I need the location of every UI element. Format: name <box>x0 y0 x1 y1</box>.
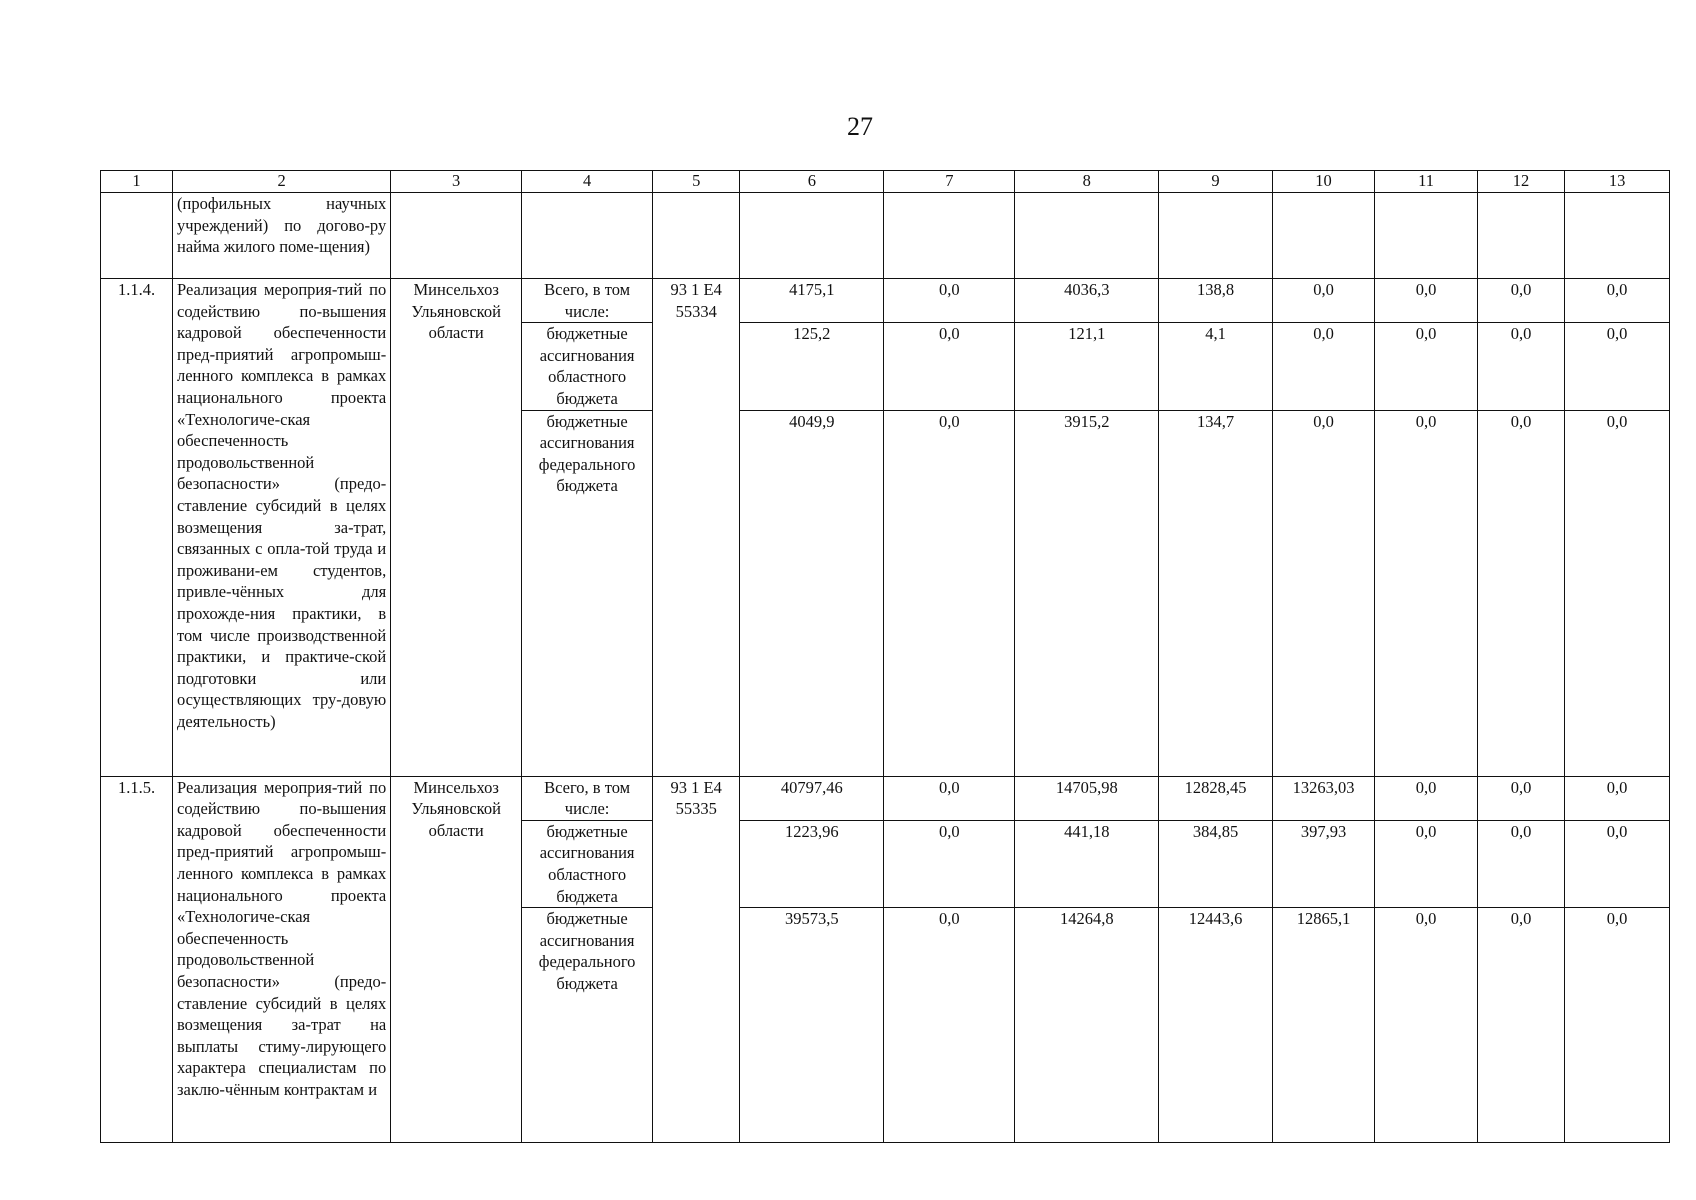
cell-value: 14264,8 <box>1015 908 1159 1143</box>
cell-value: 0,0 <box>884 820 1015 907</box>
cell-value: 12865,1 <box>1272 908 1375 1143</box>
source-label: Всего, в том числе: <box>522 776 653 820</box>
cell-value: 0,0 <box>1375 908 1478 1143</box>
cell-value: 384,85 <box>1159 820 1272 907</box>
source-label: бюджетные ассигнования областного бюджета <box>522 323 653 410</box>
cell-value: 0,0 <box>1565 776 1670 820</box>
cell-value: 0,0 <box>1375 323 1478 410</box>
budget-table <box>100 170 1670 1143</box>
cell-value: 134,7 <box>1159 410 1272 776</box>
cell-value: 0,0 <box>1565 908 1670 1143</box>
cell-value: 0,0 <box>884 323 1015 410</box>
source-label: Всего, в том числе: <box>522 279 653 323</box>
cell-value: 0,0 <box>884 776 1015 820</box>
cell-value: 0,0 <box>1477 820 1564 907</box>
cell-value: 0,0 <box>1375 776 1478 820</box>
cell-value: 0,0 <box>1477 776 1564 820</box>
cell-value: 0,0 <box>1565 410 1670 776</box>
cell-value: 0,0 <box>1565 323 1670 410</box>
row-code: 93 1 E4 55334 <box>653 279 740 777</box>
table-row <box>101 279 1670 323</box>
cell-value: 0,0 <box>1477 323 1564 410</box>
cell-value: 138,8 <box>1159 279 1272 323</box>
cell-value: 0,0 <box>1375 410 1478 776</box>
column-header: 6 <box>740 171 884 193</box>
row-number: 1.1.5. <box>101 776 173 1143</box>
cell-value: 12443,6 <box>1159 908 1272 1143</box>
cell-value: 0,0 <box>1272 323 1375 410</box>
column-header: 1 <box>101 171 173 193</box>
cell-value: 441,18 <box>1015 820 1159 907</box>
column-header: 8 <box>1015 171 1159 193</box>
continuation-text: (профильных научных учреждений) по догово-ру найма жилого поме-щения) <box>173 193 391 279</box>
cell-value: 13263,03 <box>1272 776 1375 820</box>
continuation-row <box>101 193 1670 279</box>
cell-value: 0,0 <box>884 279 1015 323</box>
column-header: 5 <box>653 171 740 193</box>
column-header: 7 <box>884 171 1015 193</box>
row-executor: Минсельхоз Ульяновской области <box>391 279 522 777</box>
cell-value: 0,0 <box>1477 410 1564 776</box>
page-number: 27 <box>847 112 873 141</box>
cell-value: 0,0 <box>1565 820 1670 907</box>
cell-value: 1223,96 <box>740 820 884 907</box>
cell-value: 0,0 <box>1272 410 1375 776</box>
row-code: 93 1 E4 55335 <box>653 776 740 1143</box>
column-header: 9 <box>1159 171 1272 193</box>
cell-value: 0,0 <box>1477 279 1564 323</box>
row-number: 1.1.4. <box>101 279 173 777</box>
row-executor: Минсельхоз Ульяновской области <box>391 776 522 1143</box>
row-description: Реализация мероприя-тий по содействию по-вышения кадровой обеспеченности пред-приятий агропромыш-ленного комплекса в рамках национального проекта «Технологиче-ская обеспеченность продовольственной безопасности» (предо-ставление субсидий в целях возмещения за-трат, связанных с опла-той труда и проживани-ем студентов, привле-чённых для прохожде-ния практики, в том числе производственной практики, и практиче-ской подготовки или осуществляющих тру-довую деятельность) <box>173 279 391 777</box>
column-header: 2 <box>173 171 391 193</box>
column-header: 10 <box>1272 171 1375 193</box>
source-label: бюджетные ассигнования областного бюджета <box>522 820 653 907</box>
cell-value: 3915,2 <box>1015 410 1159 776</box>
cell-value: 0,0 <box>1565 279 1670 323</box>
cell-value: 4,1 <box>1159 323 1272 410</box>
cell-value: 12828,45 <box>1159 776 1272 820</box>
cell-value: 0,0 <box>884 410 1015 776</box>
source-label: бюджетные ассигнования федерального бюджета <box>522 908 653 1143</box>
cell-value: 125,2 <box>740 323 884 410</box>
table-row <box>101 776 1670 820</box>
cell-value: 397,93 <box>1272 820 1375 907</box>
column-number-row <box>101 171 1670 193</box>
cell-value: 0,0 <box>1272 279 1375 323</box>
row-description: Реализация мероприя-тий по содействию по-вышения кадровой обеспеченности пред-приятий агропромыш-ленного комплекса в рамках национального проекта «Технологиче-ская обеспеченность продовольственной безопасности» (предо-ставление субсидий в целях возмещения за-трат на выплаты стиму-лирующего характера специалистам по заклю-чённым контрактам и <box>173 776 391 1143</box>
cell-value: 0,0 <box>1375 820 1478 907</box>
column-header: 3 <box>391 171 522 193</box>
cell-value: 121,1 <box>1015 323 1159 410</box>
cell-value: 0,0 <box>884 908 1015 1143</box>
column-header: 12 <box>1477 171 1564 193</box>
cell-value: 0,0 <box>1375 279 1478 323</box>
column-header: 13 <box>1565 171 1670 193</box>
column-header: 4 <box>522 171 653 193</box>
cell-value: 39573,5 <box>740 908 884 1143</box>
cell-value: 4036,3 <box>1015 279 1159 323</box>
cell-value: 4175,1 <box>740 279 884 323</box>
cell-value: 40797,46 <box>740 776 884 820</box>
cell-value: 4049,9 <box>740 410 884 776</box>
cell-value: 0,0 <box>1477 908 1564 1143</box>
source-label: бюджетные ассигнования федерального бюджета <box>522 410 653 776</box>
column-header: 11 <box>1375 171 1478 193</box>
cell-value: 14705,98 <box>1015 776 1159 820</box>
